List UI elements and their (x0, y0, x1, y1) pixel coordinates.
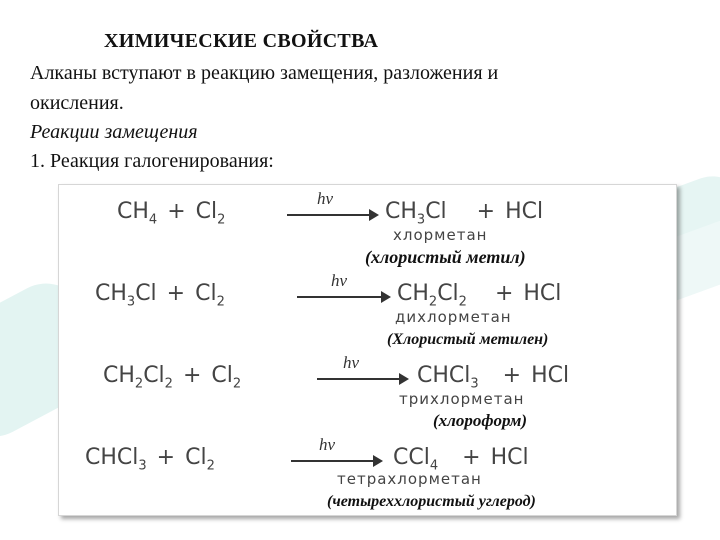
reaction-3-condition: hν (343, 353, 360, 372)
reaction-1-condition: hν (317, 189, 334, 208)
subheading: Реакции замещения (30, 121, 198, 143)
reaction-2-reactants: $CH_3Cl + Cl_2$ (95, 281, 225, 310)
reaction-4-product-name: тетрахлорметан (337, 470, 482, 488)
reaction-4-arrow (291, 460, 381, 462)
reactions-panel (58, 184, 677, 516)
reaction-2-trivial-name: (Хлористый метилен) (387, 331, 549, 348)
reaction-3-product-name: трихлорметан (399, 390, 525, 408)
slide-title: ХИМИЧЕСКИЕ СВОЙСТВА (104, 30, 379, 52)
reaction-1-product-name: хлорметан (393, 226, 488, 244)
reaction-1-trivial-name: (хлористый метил) (365, 247, 526, 267)
reaction-4-reactants: CHCl$_3$ + $Cl_2$ (85, 445, 215, 474)
intro-text-line-1: Алканы вступают в реакцию замещения, разложения и (30, 62, 499, 84)
reaction-3-arrow (317, 378, 407, 380)
reaction-2-condition: hν (331, 271, 348, 290)
reaction-2-product-name: дихлорметан (395, 308, 512, 326)
reaction-1-arrow (287, 214, 377, 216)
reaction-4-trivial-name: (четыреххлористый углерод) (327, 493, 536, 510)
reaction-2-arrow (297, 296, 389, 298)
reaction-2-products: $CH_2Cl_2$ + HCl (397, 281, 562, 310)
intro-text-line-2: окисления. (30, 92, 124, 114)
reaction-4-condition: hν (319, 435, 336, 454)
reaction-3-products: CHCl$_3$ + HCl (417, 363, 570, 392)
reaction-4-products: CCl$_4$ + HCl (393, 445, 529, 474)
reaction-3-reactants: $CH_2Cl_2 + Cl_2$ (103, 363, 242, 392)
reaction-1-reactants: $CH_4 + Cl_2$ (117, 199, 226, 228)
reaction-3-trivial-name: (хлороформ) (433, 411, 528, 430)
reaction-1-products: $CH_3Cl$ + HCl (385, 199, 544, 228)
list-item-1: 1. Реакция галогенирования: (30, 150, 274, 172)
